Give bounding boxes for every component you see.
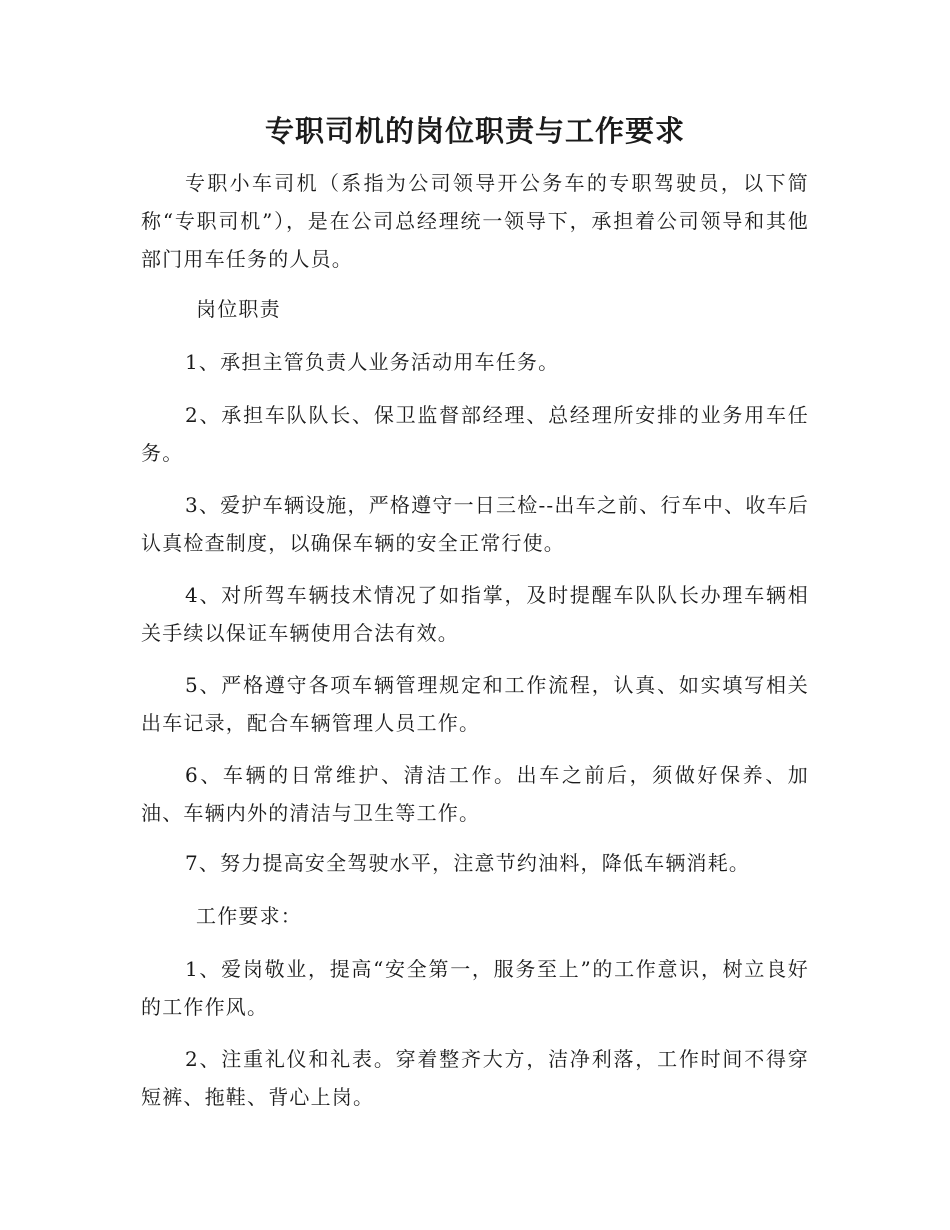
document-title: 专职司机的岗位职责与工作要求 [264, 114, 685, 148]
requirement-item-2: 2、注重礼仪和礼表。穿着整齐大方，洁净利落，工作时间不得穿短裤、拖鞋、背心上岗。 [141, 1047, 809, 1109]
requirements-heading: 工作要求： [196, 904, 302, 928]
duty-item-3: 3、爱护车辆设施，严格遵守一日三检--出车之前、行车中、收车后认真检查制度，以确保车辆的安全正常行使。 [141, 493, 809, 555]
duty-item-5: 5、严格遵守各项车辆管理规定和工作流程，认真、如实填写相关出车记录，配合车辆管理人员工作。 [141, 673, 809, 735]
duties-heading: 岗位职责 [196, 297, 281, 321]
duty-item-7: 7、努力提高安全驾驶水平，注意节约油料，降低车辆消耗。 [185, 851, 751, 875]
duty-item-2: 2、承担车队队长、保卫监督部经理、总经理所安排的业务用车任务。 [141, 403, 809, 465]
requirement-item-1: 1、爱岗敬业，提高“安全第一，服务至上”的工作意识，树立良好的工作作风。 [141, 957, 809, 1019]
duty-item-4: 4、对所驾车辆技术情况了如指掌，及时提醒车队队长办理车辆相关手续以保证车辆使用合法有效。 [141, 583, 809, 645]
intro-paragraph: 专职小车司机（系指为公司领导开公务车的专职驾驶员，以下简称“专职司机”），是在公司总经理统一领导下，承担着公司领导和其他部门用车任务的人员。 [141, 171, 809, 271]
duty-item-1: 1、承担主管负责人业务活动用车任务。 [185, 350, 560, 374]
duty-item-6: 6、车辆的日常维护、清洁工作。出车之前后，须做好保养、加油、车辆内外的清洁与卫生等工作。 [141, 763, 809, 825]
